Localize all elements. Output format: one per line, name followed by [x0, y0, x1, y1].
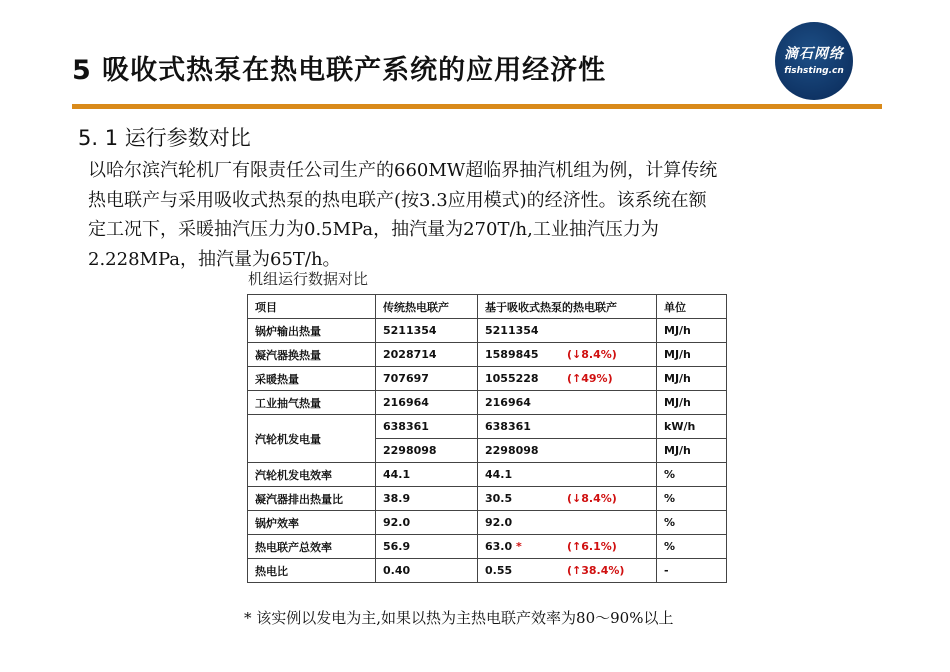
- traditional-value: 92.0: [376, 511, 478, 535]
- table-row: [248, 487, 727, 511]
- table-row: [248, 559, 727, 583]
- header-cell: 单位: [657, 295, 727, 319]
- header-cell: 项目: [248, 295, 376, 319]
- heat-pump-cell: [478, 343, 657, 367]
- footnote: * 该实例以发电为主,如果以热为主热电联产效率为80～90%以上: [244, 609, 674, 627]
- table-row: [248, 367, 727, 391]
- traditional-value: 38.9: [376, 487, 478, 511]
- table-row: [248, 391, 727, 415]
- item-cell: 热电比: [248, 559, 376, 583]
- unit-cell: MJ/h: [657, 319, 727, 343]
- asterisk-note: *: [515, 540, 522, 553]
- unit-cell: MJ/h: [657, 439, 727, 463]
- heat-pump-cell: [478, 487, 657, 511]
- logo-url: fishsting.cn: [784, 66, 844, 76]
- item-cell: 锅炉效率: [248, 511, 376, 535]
- heat-pump-cell: [478, 511, 657, 535]
- item-cell: 工业抽气热量: [248, 391, 376, 415]
- title-divider: [72, 104, 882, 109]
- heat-pump-value: 63.0: [485, 540, 513, 553]
- traditional-value: 2298098: [376, 439, 478, 463]
- table-row: [248, 463, 727, 487]
- logo-text: 滴石网络: [784, 46, 844, 62]
- heat-pump-cell: [478, 367, 657, 391]
- unit-cell: MJ/h: [657, 367, 727, 391]
- heat-pump-value: 1589845: [485, 348, 539, 361]
- heat-pump-value: 92.0: [485, 516, 513, 529]
- item-cell: 热电联产总效率: [248, 535, 376, 559]
- paragraph-line: 以哈尔滨汽轮机厂有限责任公司生产的660MW超临界抽汽机组为例，计算传统: [88, 160, 718, 181]
- paragraph-line: 2.228MPa，抽汽量为65T/h。: [88, 248, 341, 270]
- table-row: [248, 415, 727, 439]
- traditional-value: 638361: [376, 415, 478, 439]
- table-row: [248, 535, 727, 559]
- change-indicator: (↑6.1%): [567, 540, 617, 553]
- traditional-value: 5211354: [376, 319, 478, 343]
- table-header-row: [248, 295, 727, 319]
- heat-pump-value: 1055228: [485, 372, 539, 385]
- heat-pump-cell: [478, 463, 657, 487]
- unit-cell: kW/h: [657, 415, 727, 439]
- header-cell: 传统热电联产: [376, 295, 478, 319]
- traditional-value: 2028714: [376, 343, 478, 367]
- item-cell: 锅炉输出热量: [248, 319, 376, 343]
- unit-cell: MJ/h: [657, 343, 727, 367]
- item-cell: 采暖热量: [248, 367, 376, 391]
- description-paragraph: [88, 156, 868, 274]
- traditional-value: 216964: [376, 391, 478, 415]
- heat-pump-cell: [478, 391, 657, 415]
- table-row: [248, 511, 727, 535]
- unit-cell: -: [657, 559, 727, 583]
- comparison-table: [247, 294, 727, 583]
- heat-pump-value: 30.5: [485, 492, 513, 505]
- table-caption: 机组运行数据对比: [248, 270, 369, 288]
- heat-pump-cell: [478, 319, 657, 343]
- unit-cell: MJ/h: [657, 391, 727, 415]
- traditional-value: 707697: [376, 367, 478, 391]
- table-row: [248, 319, 727, 343]
- unit-cell: %: [657, 487, 727, 511]
- change-indicator: (↓8.4%): [567, 492, 617, 505]
- heat-pump-cell: [478, 415, 657, 439]
- heat-pump-value: 5211354: [485, 324, 539, 337]
- traditional-value: 44.1: [376, 463, 478, 487]
- item-cell: 凝汽器排出热量比: [248, 487, 376, 511]
- unit-cell: %: [657, 511, 727, 535]
- item-cell: 汽轮机发电效率: [248, 463, 376, 487]
- table-row: [248, 343, 727, 367]
- heat-pump-value: 216964: [485, 396, 531, 409]
- heat-pump-value: 0.55: [485, 564, 513, 577]
- section-heading: 5. 1 运行参数对比: [78, 126, 251, 150]
- heat-pump-value: 2298098: [485, 444, 539, 457]
- slide-title: 5 吸收式热泵在热电联产系统的应用经济性: [72, 55, 607, 86]
- unit-cell: %: [657, 463, 727, 487]
- logo: [775, 22, 853, 100]
- heat-pump-cell: [478, 535, 657, 559]
- header-cell: 基于吸收式热泵的热电联产: [478, 295, 657, 319]
- paragraph-line: 定工况下，采暖抽汽压力为0.5MPa，抽汽量为270T/h,工业抽汽压力为: [88, 219, 659, 240]
- heat-pump-value-with-note: [485, 540, 567, 553]
- traditional-value: 56.9: [376, 535, 478, 559]
- item-cell: 汽轮机发电量: [248, 415, 376, 463]
- heat-pump-cell: [478, 559, 657, 583]
- heat-pump-value: 638361: [485, 420, 531, 433]
- traditional-value: 0.40: [376, 559, 478, 583]
- change-indicator: (↓8.4%): [567, 348, 617, 361]
- change-indicator: (↑38.4%): [567, 564, 625, 577]
- heat-pump-value: 44.1: [485, 468, 513, 481]
- change-indicator: (↑49%): [567, 372, 613, 385]
- unit-cell: %: [657, 535, 727, 559]
- item-cell: 凝汽器换热量: [248, 343, 376, 367]
- paragraph-line: 热电联产与采用吸收式热泵的热电联产(按3.3应用模式)的经济性。该系统在额: [88, 189, 707, 211]
- heat-pump-cell: [478, 439, 657, 463]
